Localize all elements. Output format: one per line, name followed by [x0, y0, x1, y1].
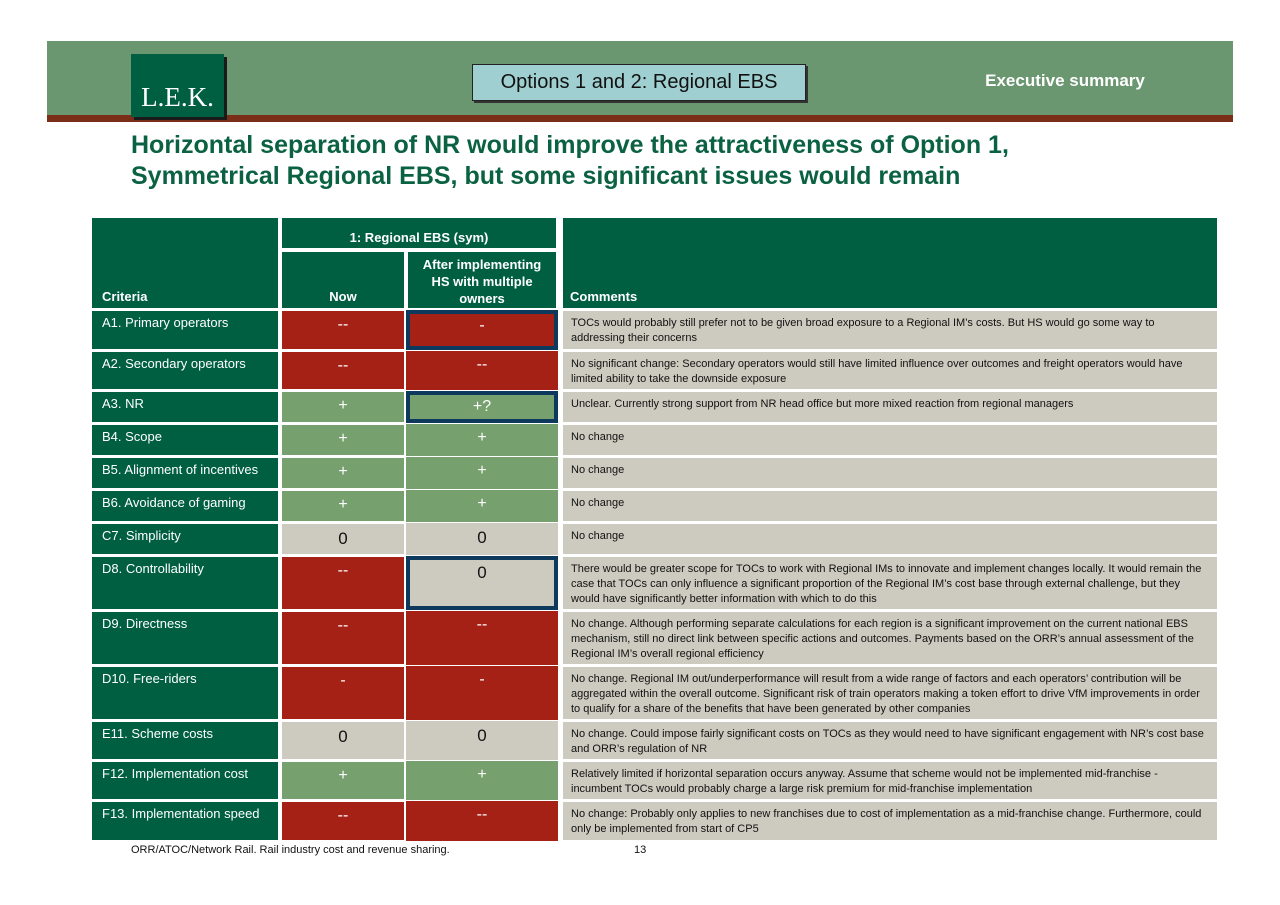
- logo-text: L.E.K.: [141, 82, 214, 112]
- criteria-cell: D9. Directness: [92, 612, 278, 664]
- after-rating-cell: --: [406, 801, 558, 841]
- page-number: 13: [634, 844, 647, 856]
- option-label-box: Options 1 and 2: Regional EBS: [472, 64, 806, 101]
- criteria-cell: A3. NR: [92, 392, 278, 422]
- now-rating-cell: 0: [282, 524, 404, 554]
- comment-cell: Unclear. Currently strong support from NR head office but more mixed reaction from regional managers: [563, 392, 1217, 422]
- criteria-cell: F13. Implementation speed: [92, 802, 278, 840]
- now-rating-cell: +: [282, 491, 404, 521]
- after-rating-cell: +?: [406, 391, 558, 423]
- criteria-cell: D10. Free-riders: [92, 667, 278, 719]
- after-rating-cell: 0: [406, 721, 558, 760]
- comment-cell: No change: Probably only applies to new franchises due to cost of implementation as a mid-franchise change. Furthermore, could only be implemented from start of CP5: [563, 802, 1217, 840]
- title-line-1: Horizontal separation of NR would improve the attractiveness of Option 1,: [131, 131, 1009, 159]
- after-rating-cell: +: [406, 424, 558, 456]
- after-rating-cell: 0: [406, 556, 558, 610]
- after-rating-cell: +: [406, 761, 558, 800]
- title-line-2: Symmetrical Regional EBS, but some significant issues would remain: [131, 162, 961, 190]
- header-divider: [47, 115, 1233, 122]
- after-rating-cell: -: [406, 310, 558, 350]
- comments-header: Comments: [563, 218, 1217, 308]
- after-rating-cell: +: [406, 490, 558, 522]
- after-rating-cell: --: [406, 611, 558, 665]
- comment-cell: TOCs would probably still prefer not to be given broad exposure to a Regional IM’s costs. But HS would go some way to addressing their concerns: [563, 311, 1217, 349]
- group-header: 1: Regional EBS (sym): [282, 218, 556, 248]
- criteria-cell: E11. Scheme costs: [92, 722, 278, 759]
- comment-cell: No change. Could impose fairly significant costs on TOCs as they would need to have significant engagement with NR’s cost base and ORR’s regulation of NR: [563, 722, 1217, 759]
- comment-cell: No change: [563, 458, 1217, 488]
- comment-cell: No change. Although performing separate calculations for each region is a significant improvement on the current national EBS mechanism, still no direct link between specific actions and outcomes. Payments based on the ORR’s annual assessment of the Regional IM’s overall regional efficiency: [563, 612, 1217, 664]
- criteria-cell: B5. Alignment of incentives: [92, 458, 278, 488]
- page-title: [131, 130, 1131, 192]
- criteria-cell: D8. Controllability: [92, 557, 278, 609]
- lek-logo: [131, 54, 224, 117]
- criteria-cell: C7. Simplicity: [92, 524, 278, 554]
- after-rating-cell: --: [406, 351, 558, 390]
- now-rating-cell: --: [282, 311, 404, 349]
- criteria-cell: B6. Avoidance of gaming: [92, 491, 278, 521]
- after-rating-cell: -: [406, 666, 558, 720]
- now-rating-cell: --: [282, 557, 404, 609]
- section-label: Executive summary: [985, 71, 1145, 90]
- comment-cell: No change: [563, 425, 1217, 455]
- now-rating-cell: +: [282, 762, 404, 799]
- after-header: After implementing HS with multiple owners: [408, 252, 556, 308]
- criteria-cell: A1. Primary operators: [92, 311, 278, 349]
- after-rating-cell: +: [406, 457, 558, 489]
- now-rating-cell: +: [282, 458, 404, 488]
- criteria-cell: F12. Implementation cost: [92, 762, 278, 799]
- now-header: Now: [282, 252, 404, 308]
- comment-cell: There would be greater scope for TOCs to work with Regional IMs to innovate and implement changes locally. It would remain the case that TOCs can only influence a significant proportion of the Regional IM’s cost base through external challenge, but they would have significantly better information with which to do this: [563, 557, 1217, 609]
- now-rating-cell: 0: [282, 722, 404, 759]
- comment-cell: No change: [563, 491, 1217, 521]
- comment-cell: No significant change: Secondary operators would still have limited influence over outcomes and freight operators would have limited ability to take the downside exposure: [563, 352, 1217, 389]
- now-rating-cell: --: [282, 802, 404, 840]
- now-rating-cell: +: [282, 425, 404, 455]
- source-note: ORR/ATOC/Network Rail. Rail industry cost and revenue sharing.: [131, 844, 450, 856]
- comment-cell: No change. Regional IM out/underperformance will result from a wide range of factors and each operators’ contribution will be aggregated within the overall outcome. Significant risk of train operators making a token effort to drive VfM improvements in order to qualify for a share of the benefits that have been generated by other companies: [563, 667, 1217, 719]
- now-rating-cell: --: [282, 352, 404, 389]
- criteria-cell: B4. Scope: [92, 425, 278, 455]
- now-rating-cell: -: [282, 667, 404, 719]
- now-rating-cell: +: [282, 392, 404, 422]
- after-rating-cell: 0: [406, 523, 558, 555]
- criteria-header: Criteria: [92, 218, 278, 308]
- comment-cell: Relatively limited if horizontal separation occurs anyway. Assume that scheme would not be implemented mid-franchise - incumbent TOCs would probably charge a large risk premium for mid-franchise implementation: [563, 762, 1217, 799]
- criteria-cell: A2. Secondary operators: [92, 352, 278, 389]
- comment-cell: No change: [563, 524, 1217, 554]
- now-rating-cell: --: [282, 612, 404, 664]
